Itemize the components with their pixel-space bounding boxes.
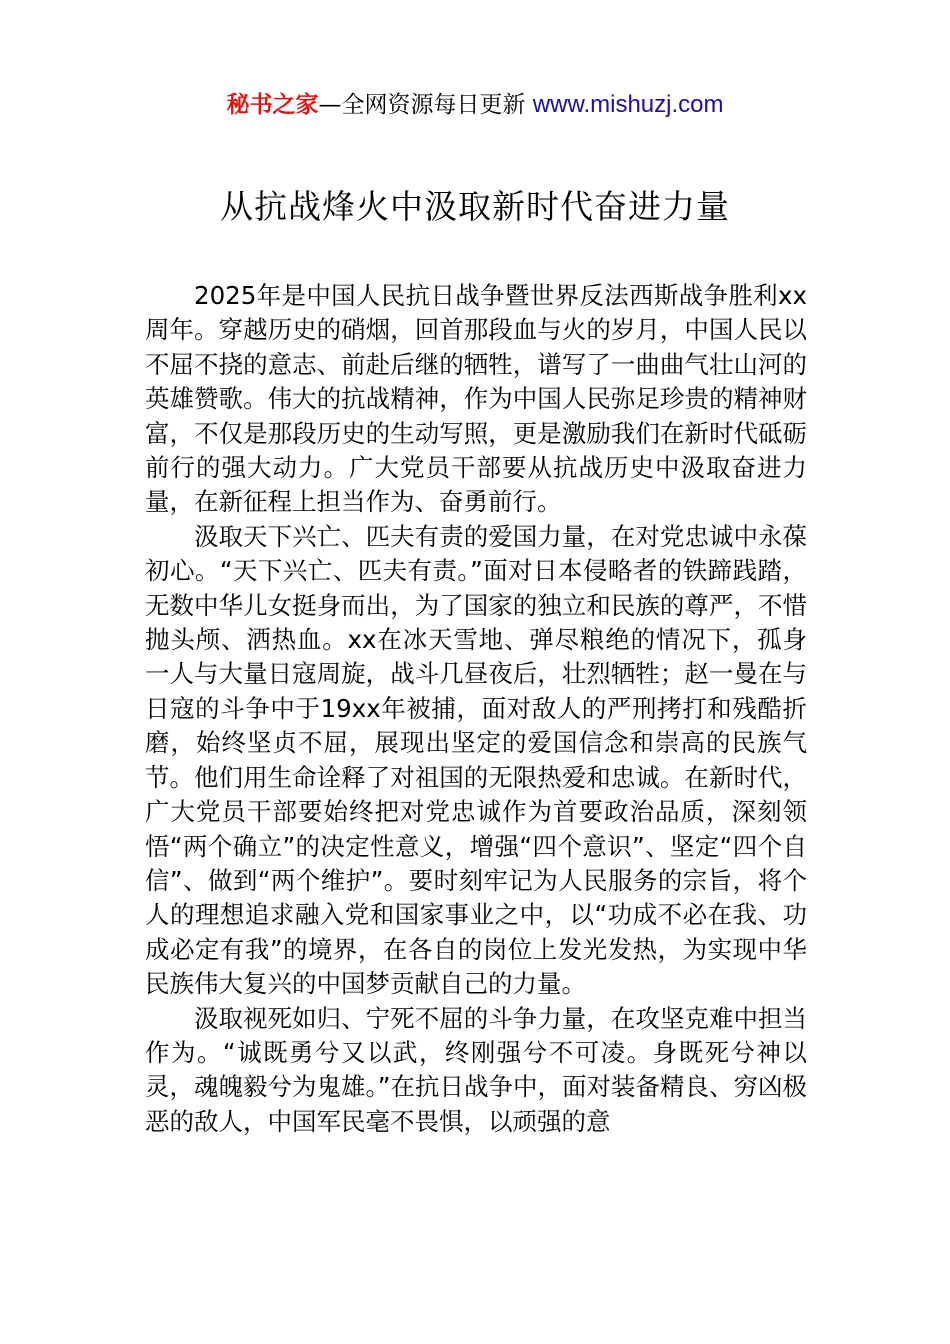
site-url-link[interactable]: www.mishuzj.com — [532, 91, 724, 118]
document-title: 从抗战烽火中汲取新时代奋进力量 — [220, 187, 730, 226]
paragraph-patriotism: 汲取天下兴亡、匹夫有责的爱国力量，在对党忠诚中永葆初心。“天下兴亡、匹夫有责。”面对日本侵略者的铁蹄践踏，无数中华儿女挺身而出，为了国家的独立和民族的尊严，不惜抛头颅、洒热血。xx在冰天雪地、弹尽粮绝的情况下，孤身一人与大量日寇周旋，战斗几昼夜后，壮烈牺牲；赵一曼在与日寇的斗争中于19xx年被捕，面对敌人的严刑拷打和残酷折磨，始终坚贞不屈，展现出坚定的爱国信念和崇高的民族气节。他们用生命诠释了对祖国的无限热爱和忠诚。在新时代，广大党员干部要始终把对党忠诚作为首要政治品质，深刻领悟“两个确立”的决定性意义，增强“四个意识”、坚定“四个自信”、做到“两个维护”。要时刻牢记为人民服务的宗旨，将个人的理想追求融入党和国家事业之中，以“功成不必在我、功成必定有我”的境界，在各自的岗位上发光发热，为实现中华民族伟大复兴的中国梦贡献自己的力量。 — [145, 521, 807, 999]
header-tagline: —全网资源每日更新 — [318, 92, 533, 118]
brand-name: 秘书之家 — [226, 92, 319, 118]
paragraph-struggle: 汲取视死如归、宁死不屈的斗争力量，在攻坚克难中担当作为。“诚既勇兮又以武，终刚强兮不可凌。身既死兮神以灵，魂魄毅兮为鬼雄。”在抗日战争中，面对装备精良、穷凶极恶的敌人，中国军民毫不畏惧，以顽强的意 — [145, 1003, 807, 1136]
paragraph-intro: 2025年是中国人民抗日战争暨世界反法西斯战争胜利xx周年。穿越历史的硝烟，回首那段血与火的岁月，中国人民以不屈不挠的意志、前赴后继的牺牲，谱写了一曲曲气壮山河的英雄赞歌。伟大的抗战精神，作为中国人民弥足珍贵的精神财富，不仅是那段历史的生动写照，更是激励我们在新时代砥砺前行的强大动力。广大党员干部要从抗战历史中汲取奋进力量，在新征程上担当作为、奋勇前行。 — [145, 281, 807, 517]
document-body — [145, 279, 807, 1139]
site-header — [0, 88, 950, 122]
